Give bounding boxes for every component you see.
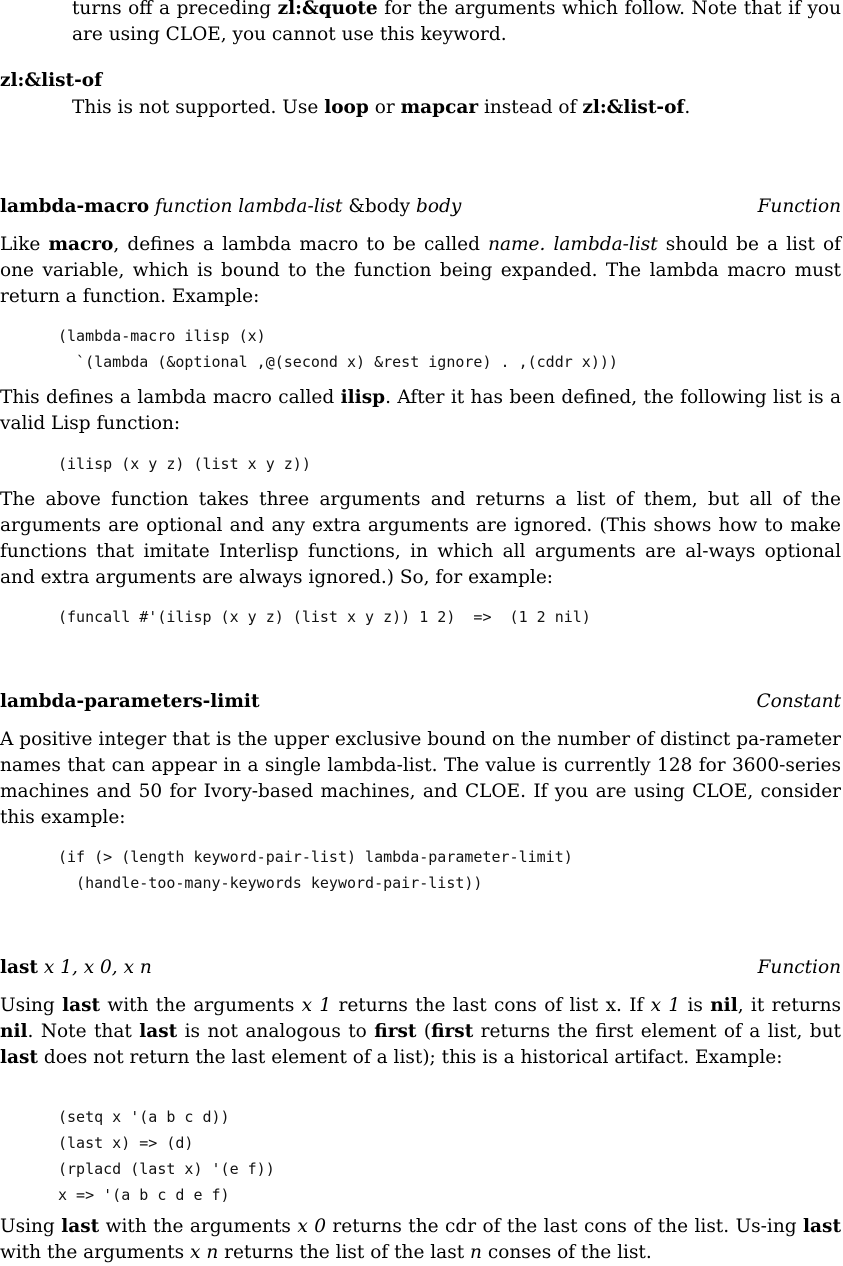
keyword: first — [431, 1021, 474, 1042]
code-example — [58, 323, 618, 375]
code-example — [58, 844, 573, 896]
emphasis: x 0 — [297, 1216, 326, 1237]
keyword: nil — [710, 995, 738, 1016]
text: Like — [0, 234, 49, 255]
code-line: (rplacd (last x) '(e f)) — [58, 1160, 275, 1178]
code-line: (last x) => (d) — [58, 1134, 194, 1152]
lambda-macro-note — [0, 385, 841, 437]
code-example — [58, 1104, 275, 1208]
text: with the arguments — [100, 995, 302, 1016]
text: . After it has been defined, the following list is a valid Lisp function: — [0, 387, 842, 434]
entry-name: lambda-macro — [0, 196, 150, 217]
entry-kind: Function — [757, 957, 841, 978]
last-description — [0, 993, 841, 1071]
text: . — [684, 97, 691, 118]
keyword: last — [0, 1047, 38, 1068]
text: or — [368, 97, 401, 118]
text: ( — [416, 1021, 432, 1042]
last-header — [0, 955, 841, 981]
code-line: (if (> (length keyword-pair-list) lambda-parameter-limit) — [58, 848, 573, 866]
lambda-macro-description — [0, 232, 841, 310]
text: , it returns — [737, 995, 841, 1016]
emphasis: name. lambda-list — [488, 234, 658, 255]
text: instead of — [478, 97, 583, 118]
continuation-paragraph — [72, 0, 841, 48]
last-note — [0, 1214, 841, 1266]
entry-args: function lambda-list — [154, 196, 343, 217]
text: returns the first element of a list, but — [473, 1021, 841, 1042]
lambda-parameters-limit-header — [0, 689, 841, 715]
text: conses of the list. — [481, 1242, 652, 1263]
entry-args: x 1, x 0, x n — [43, 957, 152, 978]
entry-kind: Constant — [756, 691, 841, 712]
text: returns the cdr of the last cons of the list. Us-ing — [325, 1216, 804, 1237]
keyword: last — [139, 1021, 178, 1042]
keyword: last — [61, 1216, 100, 1237]
emphasis: x 1 — [650, 995, 681, 1016]
text: . Note that — [27, 1021, 140, 1042]
entry-name: lambda-parameters-limit — [0, 691, 260, 712]
entry-kind: Function — [757, 196, 841, 217]
keyword: mapcar — [400, 97, 479, 118]
text: for the arguments which follow. Note that if you are using CLOE, you cannot use this keyword. — [72, 0, 841, 45]
text: This defines a lambda macro called — [0, 387, 341, 408]
keyword: zl:&list-of — [582, 97, 685, 118]
text: returns the list of the last — [218, 1242, 471, 1263]
lambda-macro-header — [0, 194, 841, 220]
text: Using — [0, 1216, 62, 1237]
code-example — [58, 451, 311, 477]
text: with the arguments — [99, 1216, 298, 1237]
list-of-description — [72, 95, 841, 121]
emphasis: n — [470, 1242, 482, 1263]
keyword: last — [803, 1216, 842, 1237]
lambda-macro-explanation: The above function takes three arguments and returns a list of them, but all of the arguments are optional and any extra arguments are ignored. (This shows how to make functions that imitate Interlisp functions, in which all arguments are al-ways optional and extra arguments are always ignored.) So, for example: — [0, 489, 841, 588]
text: Using — [0, 995, 63, 1016]
text: is — [680, 995, 711, 1016]
text: This is not supported. Use — [72, 97, 325, 118]
text: does not return the last element of a list); this is a historical artifact. Example: — [37, 1047, 783, 1068]
code-line: (ilisp (x y z) (list x y z)) — [58, 455, 311, 473]
keyword: first — [374, 1021, 417, 1042]
entry-name: last — [0, 957, 38, 978]
code-line: (lambda-macro ilisp (x) — [58, 327, 266, 345]
text: should be a list of one variable, which is bound to the function being expanded. The lambda macro must return a function. Example: — [0, 234, 841, 307]
entry-args: &body — [348, 196, 411, 217]
keyword: macro — [48, 234, 114, 255]
code-line: (handle-too-many-keywords keyword-pair-list)) — [58, 874, 483, 892]
emphasis: x n — [190, 1242, 219, 1263]
emphasis: x 1 — [301, 995, 332, 1016]
text: turns off a preceding — [72, 0, 278, 19]
keyword: last — [62, 995, 101, 1016]
code-example — [58, 604, 591, 630]
text: with the arguments — [0, 1242, 191, 1263]
code-line: (funcall #'(ilisp (x y z) (list x y z)) 1 2) => (1 2 nil) — [58, 608, 591, 626]
code-line: x => '(a b c d e f) — [58, 1186, 230, 1204]
keyword: ilisp — [340, 387, 386, 408]
text: returns the last cons of list x. If — [331, 995, 651, 1016]
code-line: (setq x '(a b c d)) — [58, 1108, 230, 1126]
entry-args: body — [416, 196, 462, 217]
lambda-parameters-limit-description: A positive integer that is the upper exclusive bound on the number of distinct pa-rameter names that can appear in a single lambda-list. The value is currently 128 for 3600-series machines and 50 for Ivory-based machines, and CLOE. If you are using CLOE, consider this example: — [0, 729, 841, 828]
keyword: zl:&quote — [277, 0, 378, 19]
text: , defines a lambda macro to be called — [113, 234, 489, 255]
keyword: loop — [324, 97, 369, 118]
text: is not analogous to — [177, 1021, 375, 1042]
code-line: `(lambda (&optional ,@(second x) &rest ignore) . ,(cddr x))) — [58, 353, 618, 371]
keyword: nil — [0, 1021, 28, 1042]
term-list-of: zl:&list-of — [0, 70, 103, 91]
